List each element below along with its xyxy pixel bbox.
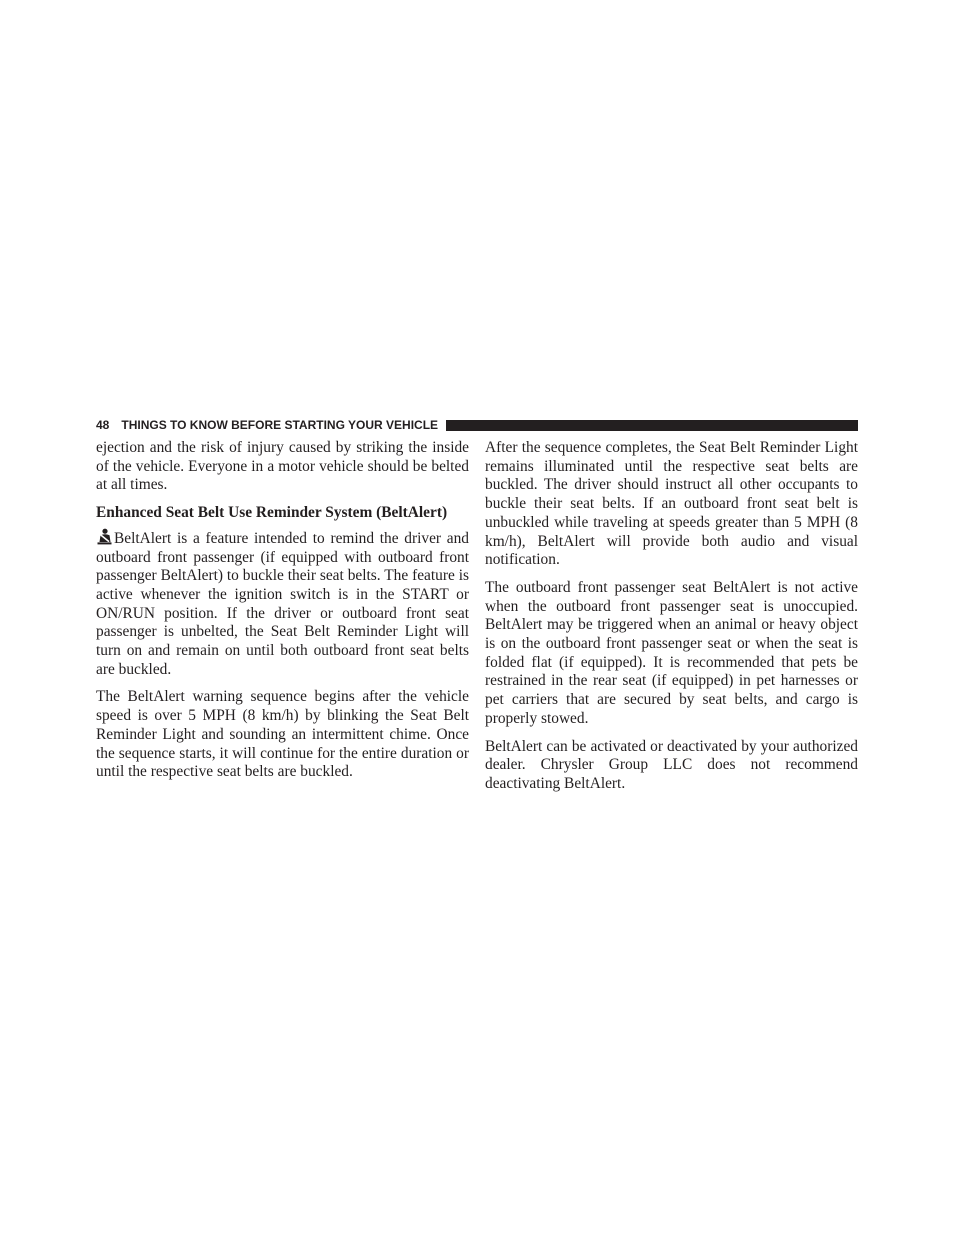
- right-column: [485, 439, 858, 803]
- paragraph-passenger-seat: The outboard front passenger seat BeltAlert is not active when the outboard front passenger seat is unoccupied. BeltAlert may be triggered when an animal or heavy object is on the outboard front passenger seat or when the seat is folded flat (if equipped). It is recommended that pets be restrained in the rear seat (if equipped) in pet harnesses or pet carriers that are secured by seat belts, and cargo is properly stowed.: [485, 578, 858, 727]
- section-heading: Enhanced Seat Belt Use Reminder System (BeltAlert): [96, 504, 448, 522]
- page-number: 48: [96, 418, 110, 432]
- seat-belt-reminder-icon: [96, 528, 113, 545]
- paragraph-ejection: ejection and the risk of injury caused by striking the inside of the vehicle. Everyone in a motor vehicle should be belted at all times.: [96, 439, 469, 494]
- paragraph-beltalert-intro-text: BeltAlert is a feature intended to remind the driver and outboard front passenger (if equipped with outboard front passenger BeltAlert) to buckle their seat belts. The feature is active whenever the ignition switch is in the START or ON/RUN position. If the driver or outboard front seat passenger is unbelted, the Seat Belt Reminder Light will turn on and remain on until both outboard front seat belts are buckled.: [96, 529, 469, 678]
- paragraph-beltalert-intro: [96, 528, 469, 680]
- left-column: [96, 439, 469, 791]
- paragraph-warning-sequence: The BeltAlert warning sequence begins after the vehicle speed is over 5 MPH (8 km/h) by blinking the Seat Belt Reminder Light and sounding an intermittent chime. Once the sequence starts, it will continue for the entire duration or until the respective seat belts are buckled.: [96, 688, 469, 781]
- paragraph-sequence-completes: After the sequence completes, the Seat Belt Reminder Light remains illuminated until the respective seat belts are buckled. The driver should instruct all other occupants to buckle their seat belts. If an outboard front seat belt is unbuckled while traveling at speeds greater than 5 MPH (8 km/h), BeltAlert will provide both audio and visual notification.: [485, 439, 858, 569]
- paragraph-dealer: BeltAlert can be activated or deactivated by your authorized dealer. Chrysler Group LLC does not recommend deactivating BeltAlert.: [485, 737, 858, 792]
- section-title: THINGS TO KNOW BEFORE STARTING YOUR VEHICLE: [121, 418, 439, 432]
- page-header: [96, 417, 858, 433]
- header-rule: [446, 420, 858, 431]
